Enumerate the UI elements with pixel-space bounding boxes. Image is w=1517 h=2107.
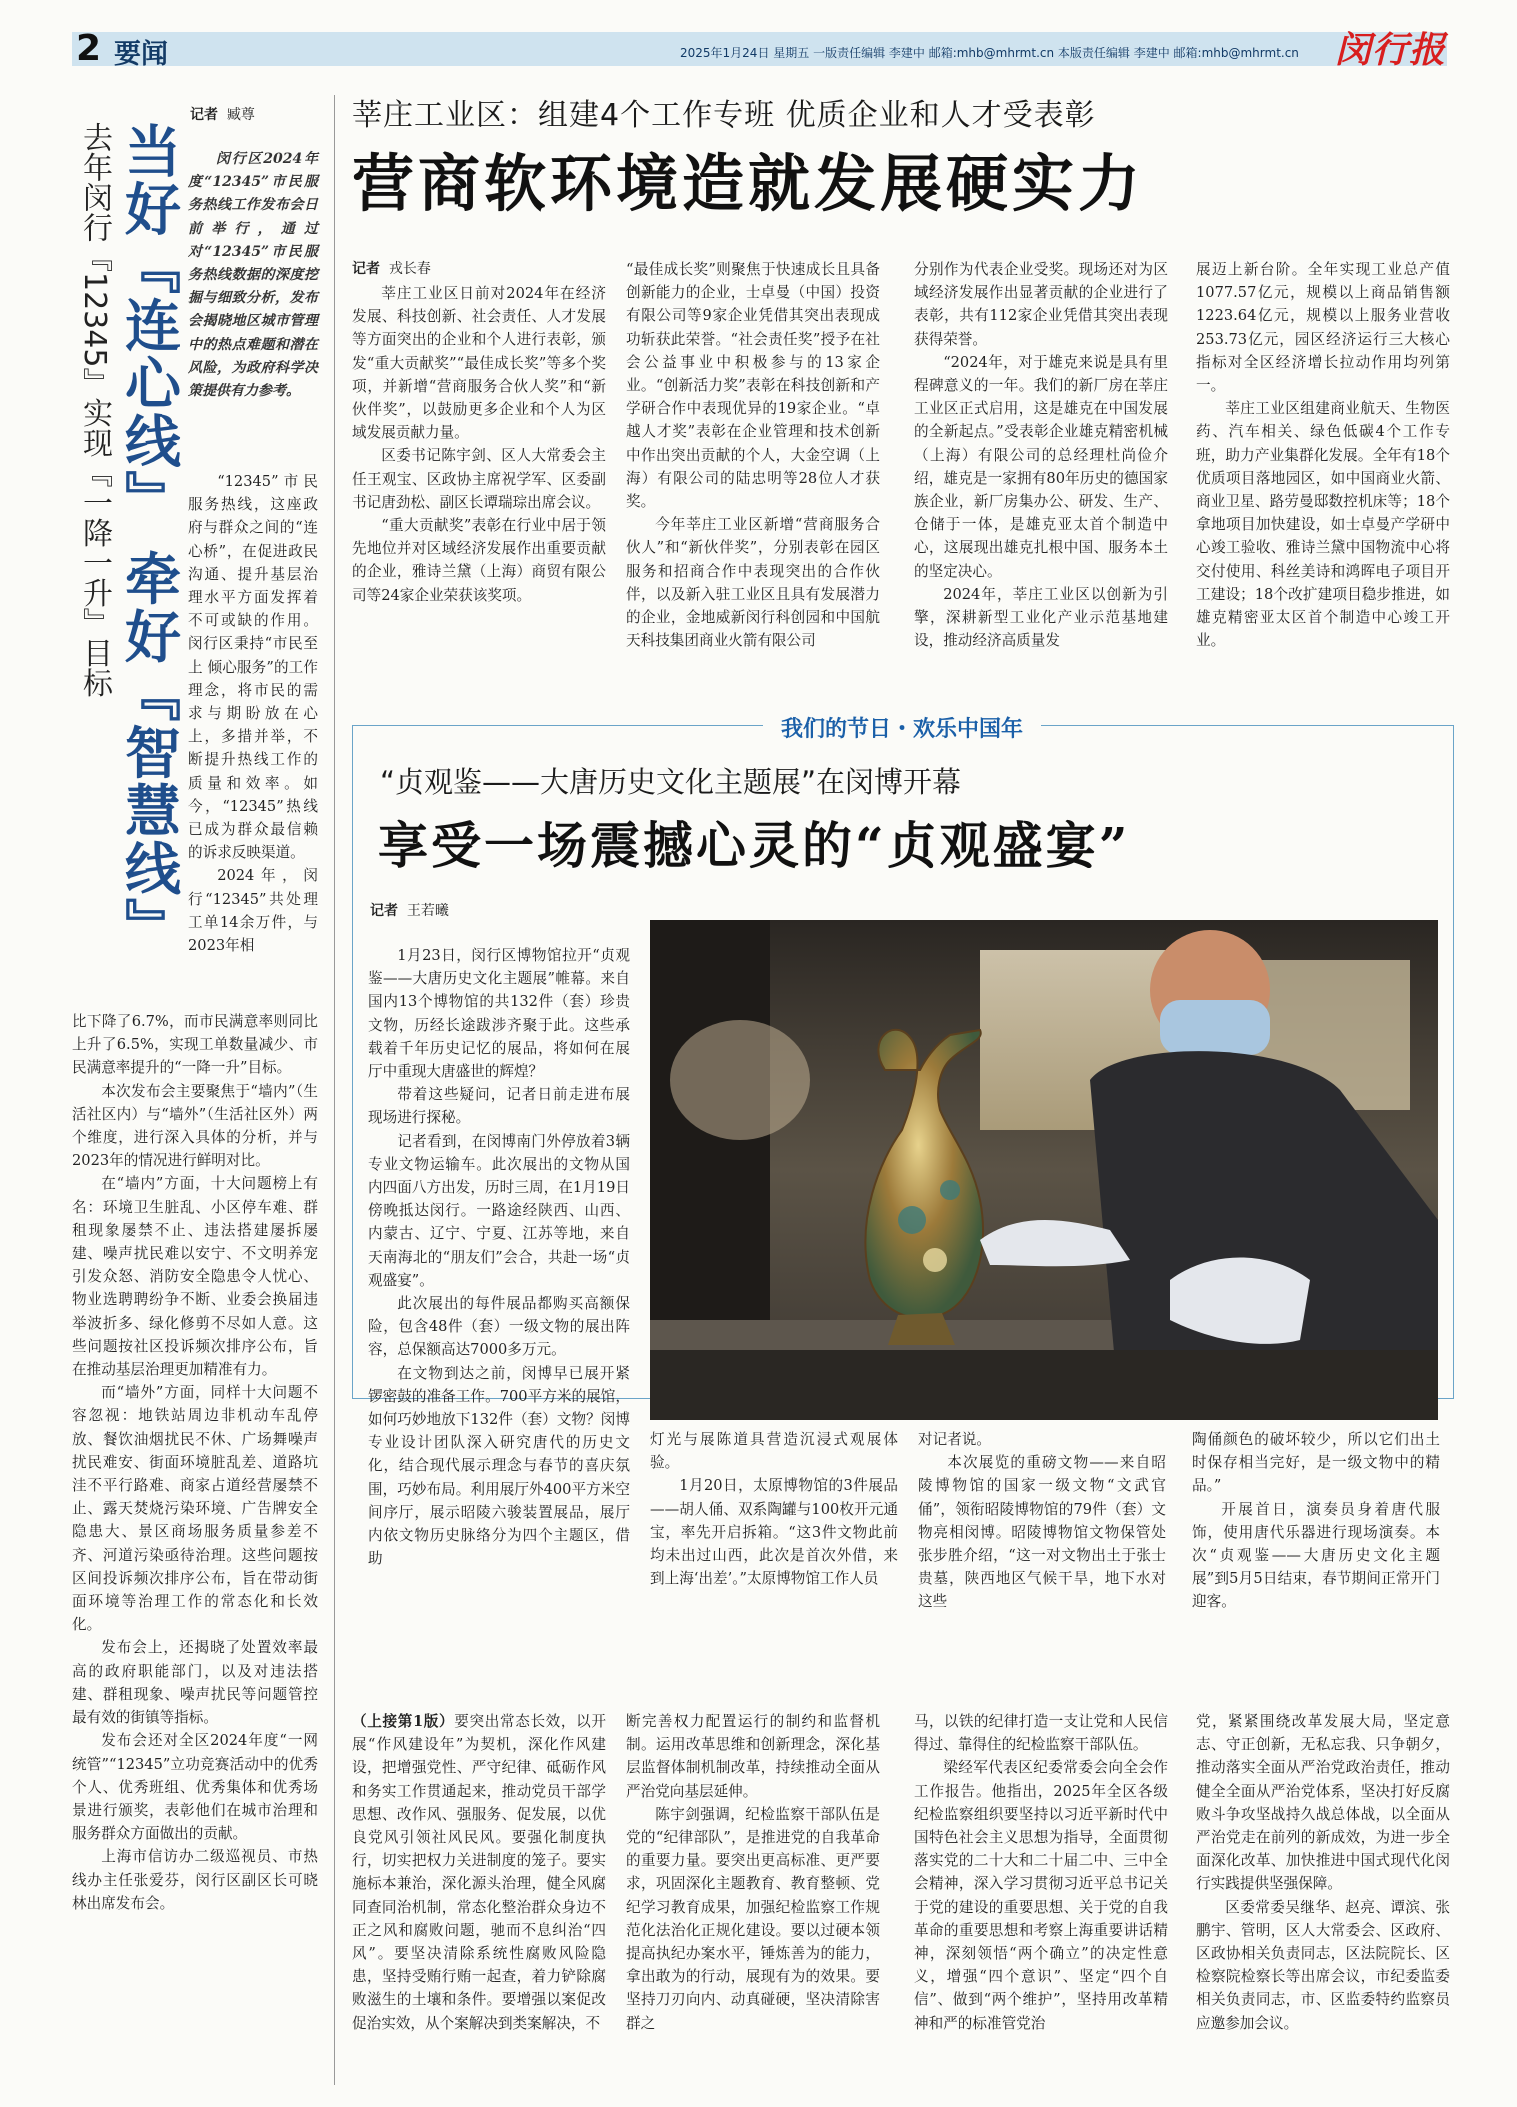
- paragraph: 在“墙内”方面，十大问题榜上有名：环境卫生脏乱、小区停车难、群租现象屡禁不止、违法搭建屡拆屡建、噪声扰民难以安宁、不文明养宠引发众怒、消防安全隐患令人忧心、物业选聘聘纷争不断、业委会换届违举波折多、绿化修剪不尽如人意。这些问题按社区投诉频次排序公布，旨在推动基层治理更加精准有力。: [72, 1175, 318, 1379]
- paragraph: 上海市信访办二级巡视员、市热线办主任张爱芬，闵行区副区长可晓林出席发布会。: [72, 1848, 318, 1912]
- article2-column-4: [1196, 258, 1450, 707]
- paragraph: 展迈上新台阶。全年实现工业总产值1077.57亿元，规模以上商品销售额1223.64亿元，规模以上服务业营收253.73亿元，园区经济运行三大核心指标对全区经济增长拉动作用均列第一。: [1196, 261, 1450, 395]
- article3-column-1: [368, 944, 630, 1568]
- paragraph: 莘庄工业区日前对2024年在经济发展、科技创新、社会责任、人才发展等方面突出的企业和个人进行表彰，颁发“重大贡献奖”“最佳成长奖”等多个奖项，并新增“营商服务合伙人奖”和“新伙伴奖”，以鼓励更多企业和个人为区域发展贡献力量。: [352, 285, 606, 442]
- paragraph: 而“墙外”方面，同样十大问题不容忽视：地铁站周边非机动车乱停放、餐饮油烟扰民不休、广场舞噪声扰民难安、街面环境脏乱差、道路坑洼不平行路难、商家占道经营屡禁不止、露天焚烧污染环境、广告牌安全隐患大、景区商场服务质量参差不齐、河道污染亟待治理。这些问题按区间投诉频次排序公布，旨在带动街面环境等治理工作的常态化和长效化。: [72, 1384, 318, 1634]
- paragraph: 发布会还对全区2024年度“一网统管”“12345”立功竞赛活动中的优秀个人、优秀班组、优秀集体和优秀场景进行颁奖，表彰他们在城市治理和服务群众方面做出的贡献。: [72, 1732, 318, 1843]
- paragraph: 1月23日，闵行区博物馆拉开“贞观鉴——大唐历史文化主题展”帷幕。来自国内13个博物馆的共132件（套）珍贵文物，历经长途跋涉齐聚于此。这些承载着千年历史记忆的展品，将如何在展厅中重现大唐盛世的辉煌？: [368, 947, 630, 1081]
- article1-headline: 当好『连心线』 牵好『智慧线』: [116, 122, 181, 956]
- paragraph: 本次发布会主要聚焦于“墙内”（生活社区内）与“墙外”（生活社区外）两个维度，进行深入具体的分析，并与2023年的情况进行鲜明对比。: [72, 1082, 318, 1170]
- paragraph: 带着这些疑问，记者日前走进布展现场进行探秘。: [368, 1086, 630, 1127]
- paragraph: 陈宇剑强调，纪检监察干部队伍是党的“纪律部队”，是推进党的自我革命的重要力量。要突出更高标准、更严要求，巩固深化主题教育、教育整顿、党纪学习教育成果，加强纪检监察工作规范化法治化正规化建设。要以过硬本领提高执纪办案水平，锤炼善为的能力，拿出敢为的行动，展现有为的效果。要坚持刀刃向内、动真碰硬，坚决清除害群之: [626, 1805, 880, 2032]
- article3-headline: 享受一场震撼心灵的“贞观盛宴”: [378, 816, 1131, 875]
- section-name: 要闻: [114, 39, 168, 70]
- paragraph: 分别作为代表企业受奖。现场还对为区域经济发展作出显著贡献的企业进行了表彰，共有112家企业凭借其突出表现获得荣誉。: [914, 261, 1168, 348]
- exhibition-photo-svg: [650, 920, 1438, 1420]
- paragraph: 1月20日，太原博物馆的3件展品——胡人俑、双系陶罐与100枚开元通宝，率先开启拆箱。“这3件文物此前均未出过山西，此次是首次外借，来到上海‘出差’。”太原博物馆工作人员: [650, 1477, 898, 1588]
- article1-body-narrow: [188, 470, 318, 1010]
- paragraph: 本次展览的重磅文物——来自昭陵博物馆的国家一级文物“文武官俑”，领衔昭陵博物馆的79件（套）文物亮相闵博。昭陵博物馆文物保管处张步胜介绍，“这一对文物出土于张士贵墓，陕西地区气候干旱，地下水对这些: [918, 1454, 1166, 1611]
- masthead-logo: 闵行报: [1335, 29, 1447, 71]
- paragraph: 梁经军代表区纪委常委会向全会作工作报告。他指出，2025年全区各级纪检监察组织要坚持以习近平新时代中国特色社会主义思想为指导，全面贯彻落实党的二十大和二十届二中、三中全会精神，深入学习贯彻习近平总书记关于党的建设的重要思想、关于党的自我革命的重要思想和考察上海重要讲话精神，深刻领悟“两个确立”的决定性意义，增强“四个意识”、坚定“四个自信”、做到“两个维护”，坚持用改革精神和严的标准管党治: [914, 1759, 1168, 2032]
- header-info: 2025年1月24日 星期五 一版责任编辑 李建中 邮箱:mhb@mhrmt.cn 本版责任编辑 李建中 邮箱:mhb@mhrmt.cn: [680, 46, 1299, 60]
- paragraph: 断完善权力配置运行的制约和监督机制。运用改革思维和创新理念，深化基层监督体制机制改革，持续推动全面从严治党向基层延伸。: [626, 1713, 880, 1800]
- article2-kicker: 莘庄工业区：组建4个工作专班 优质企业和人才受表彰: [352, 98, 1096, 133]
- paragraph: 莘庄工业区组建商业航天、生物医药、汽车相关、绿色低碳4个工作专班，助力产业集群化发展。全年有18个优质项目落地园区，如中国商业火箭、商业卫星、路劳曼邸数控机床等；18个拿地项目加快建设，如士卓曼产学研中心竣工验收、雅诗兰黛中国物流中心将交付使用、科丝美诗和鸿晖电子项目开工建设；18个改扩建项目稳步推进，如雄克精密亚太区首个制造中心竣工开业。: [1196, 400, 1450, 650]
- article2-headline: 营商软环境造就发展硬实力: [352, 147, 1145, 220]
- article4-column-1: [352, 1710, 606, 2090]
- paragraph: 陶俑颜色的破坏较少，所以它们出土时保存相当完好，是一级文物中的精品。”: [1192, 1431, 1440, 1495]
- article1-lead: 闵行区2024年度“12345”市民服务热线工作发布会日前举行，通过对“12345”市民服务热线数据的深度挖掘与细致分析，发布会揭晓地区城市管理中的热点难题和潜在风险，为政府科学决策提供有力参考。: [188, 151, 318, 400]
- paragraph: 2024年，莘庄工业区以创新为引擎，深耕新型工业化产业示范基地建设，推动经济高质量发: [914, 585, 1168, 650]
- byline-article3: 记者 王若曦: [370, 903, 449, 919]
- paragraph: 区委常委吴继华、赵亮、谭滨、张鹏宇、管明，区人大常委会、区政府、区政协相关负责同志，区法院院长、区检察院检察长等出席会议，市纪委监委相关负责同志，市、区监委特约监察员应邀参加会议。: [1196, 1898, 1450, 2032]
- paragraph: 区委书记陈宇剑、区人大常委会主任王观宝、区政协主席祝学军、区委副书记唐劲松、副区长谭瑞琮出席会议。: [352, 447, 606, 511]
- paragraph: “12345”市民服务热线，这座政府与群众之间的“连心桥”，在促进政民沟通、提升基层治理水平方面发挥着不可或缺的作用。闵行区秉持“市民至上 倾心服务”的工作理念，将市民的需求与期盼放在心上，多措并举，不断提升热线工作的质量和效率。如今，“12345”热线已成为群众最信赖的诉求反映渠道。: [188, 473, 318, 862]
- paragraph: 在文物到达之前，闵博早已展开紧锣密鼓的准备工作。700平方米的展馆，如何巧妙地放下132件（套）文物？闵博专业设计团队深入研究唐代的历史文化，结合现代展示理念与春节的喜庆氛围，巧妙布局。利用展厅外400平方米空间序厅，展示昭陵六骏装置展品，展厅内依文物历史脉络分为四个主题区，借助: [368, 1364, 630, 1568]
- paragraph: 灯光与展陈道具营造沉浸式观展体验。: [650, 1431, 898, 1472]
- article4-column-2: [626, 1710, 880, 2090]
- column-divider: [334, 95, 335, 2085]
- paragraph: 马，以铁的纪律打造一支让党和人民信得过、靠得住的纪检监察干部队伍。: [914, 1713, 1168, 1754]
- article1-subheadline: 去年闵行『12345』实现『一降一升』目标: [77, 122, 112, 698]
- article2-column-3: [914, 258, 1168, 707]
- continued-label: （上接第1版）: [352, 1713, 455, 1730]
- article1-body-wide: [72, 1010, 318, 2090]
- paragraph: 党，紧紧围绕改革发展大局，坚定意志、守正创新，无私忘我、只争朝夕，推动落实全面从严治党政治责任，推动健全全面从严治党体系，坚决打好反腐败斗争攻坚战持久战总体战，以全面从严治党走在前列的新成效，为进一步全面深化改革、加快推进中国式现代化闵行实践提供坚强保障。: [1196, 1713, 1450, 1893]
- paragraph: 记者看到，在闵博南门外停放着3辆专业文物运输车。此次展出的文物从国内四面八方出发，历时三周，在1月19日傍晚抵达闵行。一路途经陕西、山西、内蒙古、辽宁、宁夏、江苏等地，来自天南海北的“朋友们”会合，共赴一场“贞观盛宴”。: [368, 1132, 630, 1289]
- article3-kicker: “贞观鉴——大唐历史文化主题展”在闵博开幕: [380, 765, 962, 799]
- article3-banner: 我们的节日・欢乐中国年: [352, 712, 1452, 743]
- paragraph: （上接第1版）要突出常态长效，以开展“作风建设年”为契机，深化作风建设，把增强党性、严守纪律、砥砺作风和务实工作贯通起来，推动党员干部学思想、改作风、强服务、促发展，以优良党风引领社风民风。要强化制度执行，切实把权力关进制度的笼子。要实施标本兼治，深化源头治理，健全风腐同查同治机制，常态化整治群众身边不正之风和腐败问题，驰而不息纠治“四风”。要坚决清除系统性腐败风险隐患，坚持受贿行贿一起查，着力铲除腐败滋生的土壤和条件。要增强以案促改促治实效，从个案解决到类案解决，不: [352, 1713, 606, 2032]
- paragraph: 开展首日，演奏员身着唐代服饰，使用唐代乐器进行现场演奏。本次“贞观鉴——大唐历史文化主题展”到5月5日结束，春节期间正常开门迎客。: [1192, 1500, 1440, 1611]
- article3-column-2: [650, 1428, 898, 1660]
- page-number: 2: [76, 28, 102, 69]
- article2-column-2: [626, 258, 880, 707]
- paragraph: “2024年，对于雄克来说是具有里程碑意义的一年。我们的新厂房在莘庄工业区正式启用，这是雄克在中国发展的全新起点。”受表彰企业雄克精密机械（上海）有限公司的总经理杜尚俭介绍，雄克是一家拥有80年历史的德国家族企业，新厂房集办公、研发、生产、仓储于一体，是雄克亚太首个制造中心，这展现出雄克扎根中国、服务本土的坚定决心。: [914, 353, 1168, 580]
- article3-column-4: [1192, 1428, 1440, 1660]
- paragraph: 2024年，闵行“12345”共处理工单14余万件，与2023年相: [188, 867, 318, 955]
- paragraph: 今年莘庄工业区新增“营商服务合伙人”和“新伙伴奖”，分别表彰在园区服务和招商合作中表现突出的合作伙伴，以及新入驻工业区且具有发展潜力的企业，金地威新闵行科创园和中国航天科技集团商业火箭有限公司: [626, 516, 880, 650]
- paragraph: “最佳成长奖”则聚焦于快速成长且具备创新能力的企业，士卓曼（中国）投资有限公司等9家企业凭借其突出表现成功斩获此荣誉。“社会责任奖”授予在社会公益事业中积极参与的13家企业。“创新活力奖”表彰在科技创新和产学研合作中表现优异的19家企业。“卓越人才奖”表彰在企业管理和技术创新中作出突出贡献的个人，大金空调（上海）有限公司的陆忠明等28位人才获奖。: [626, 261, 880, 511]
- paragraph: “重大贡献奖”表彰在行业中居于领先地位并对区域经济发展作出重要贡献的企业，雅诗兰黛（上海）商贸有限公司等24家企业荣获该奖项。: [352, 517, 606, 604]
- article3-column-3: [918, 1428, 1166, 1660]
- article2-column-1: [352, 282, 606, 707]
- paragraph: 此次展出的每件展品都购买高额保险，包含48件（套）一级文物的展出阵容，总保额高达7000多万元。: [368, 1295, 630, 1359]
- paragraph: 发布会上，还揭晓了处置效率最高的政府职能部门，以及对违法搭建、群租现象、噪声扰民等问题管控最有效的街镇等指标。: [72, 1639, 318, 1727]
- byline-article2: 记者 戎长春: [352, 261, 431, 277]
- byline-article1: 记者 臧尊: [190, 107, 255, 123]
- paragraph: 对记者说。: [918, 1431, 991, 1448]
- paragraph: 比下降了6.7%，而市民满意率则同比上升了6.5%，实现工单数量减少、市民满意率提升的“一降一升”目标。: [72, 1013, 318, 1077]
- article4-column-3: [914, 1710, 1168, 2090]
- article3-photo: [650, 920, 1438, 1420]
- article4-column-4: [1196, 1710, 1450, 2090]
